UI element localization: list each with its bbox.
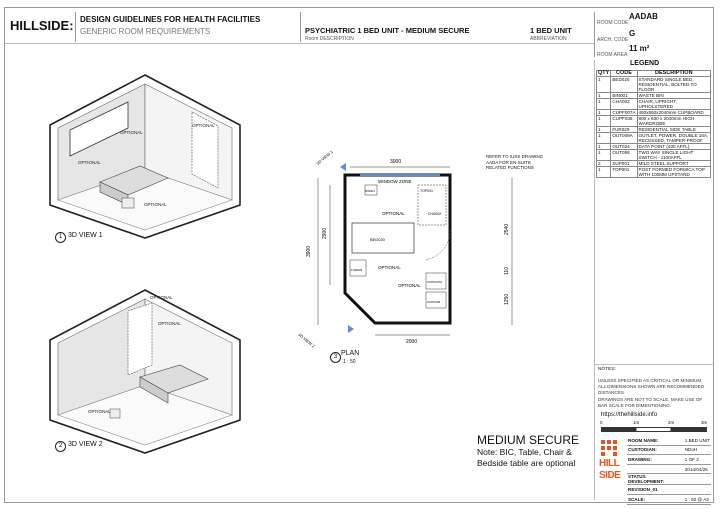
plan-optional-b: OPTIONAL [378,265,401,270]
dim-top: 3000 [390,159,402,165]
logo-line-1: HILL [599,458,620,469]
3d-view-1-optional-d: OPTIONAL [144,202,167,207]
title-block-value: 1 BED UNIT [684,436,711,445]
3d-view-1-optional-b: OPTIONAL [192,123,215,128]
room-area-label: ROOM AREA [597,52,628,58]
legend-code: BIN001 [611,93,637,99]
view-marker-1-arrow [340,163,346,171]
plan-fur-label: FUR029 [351,268,363,272]
plan-top-label: TOP001 [420,189,433,193]
legend-row [597,110,711,116]
title-block-label [627,464,684,474]
title-block-row [627,436,711,445]
legend-description: TWO WAY SINGLE LIGHT SWITCH - 1100AFFL [637,150,710,161]
legend-description: RESIDENTIAL SIDE TABLE [637,127,710,133]
plan-number: 3 [330,352,341,363]
3d-view-2-table [110,409,120,418]
legend-qty: 2 [597,161,611,167]
legend-code: CUPF007A [612,110,636,115]
title-block-value: 2014/04/25 [684,464,711,474]
plan-reference-note: REFER TO IUSS DRAWING AADA FOR EN-SUITE RELATED FUNCTIONS [486,154,544,170]
plan-bed-label: BED020 [370,237,385,242]
title-block-label: CUSTODIAN: [627,445,684,455]
security-note-2: Bedside table are optional [477,458,576,468]
legend-qty: 1 [597,167,611,178]
view-marker-2: 3D VIEW 2 [297,331,316,349]
legend-code: FUR029 [611,127,637,133]
dim-right-a: 2540 [504,223,510,235]
logo-line-2: SIDE [599,470,621,481]
3d-view-1-table [122,198,134,208]
legend-row [597,150,711,161]
room-code: AADAB [629,12,658,21]
legend-row [597,116,711,127]
title-block-value [684,474,711,485]
title-block-row [627,464,711,474]
3d-view-2-label: 3D VIEW 2 [68,441,103,448]
plan-optional-a: OPTIONAL [382,211,405,216]
legend-qty: 1 [597,144,611,150]
legend-qty: 1 [597,93,611,99]
bar-scale-tick-1: 1m [633,420,640,425]
title-block-row [627,445,711,455]
plan-optional-c: OPTIONAL [398,283,421,288]
bar-scale [601,427,707,432]
plan-cha-label: CHA002 [428,212,442,216]
plan-window-zone: WINDOW ZONE [378,179,412,184]
legend-qty: 1 [597,110,611,116]
header-divider-3 [594,12,595,57]
legend-qty: 1 [597,150,611,161]
dim-bottom: 2000 [406,339,418,345]
3d-view-1-optional-a: OPTIONAL [120,130,143,135]
notes-rule [594,364,714,365]
plan-cupf7-label: CUPF007A [427,280,443,284]
legend-col-description: DESCRIPTION [637,71,710,77]
legend-description: POST FORMED FORMICA TOP WITH 100MM UPSTAND [637,167,710,178]
title-block-row [627,494,711,504]
title-block-row [627,485,711,495]
notes-url[interactable]: https://thehillside.info [601,412,658,418]
3d-view-1-optional-c: OPTIONAL [78,160,101,165]
legend-description: STANDARD SINGLE BED, RESIDENTIAL, BOLTED TO FLOOR [637,77,710,93]
plan-drawing [290,145,530,365]
dim-left-outer: 3900 [306,245,312,257]
security-title: MEDIUM SECURE [477,433,580,447]
plan-bin-label: BIN001 [365,189,376,193]
room-title: PSYCHIATRIC 1 BED UNIT - MEDIUM SECURE [305,26,470,35]
brand-title: HILLSIDE: [10,18,74,33]
right-panel-divider [594,60,595,500]
legend-qty: 1 [597,116,611,127]
legend-title: LEGEND [630,60,660,67]
plan-label: PLAN [341,350,360,357]
legend-code: OUT058 [611,150,637,161]
title-block-label: DRAWING: [627,455,684,465]
title-block-value: NDoH [684,445,711,455]
3d-view-2-optional-b: OPTIONAL [158,321,181,326]
legend-col-qty: QTY [598,70,610,76]
legend-row [597,99,711,110]
legend-description: 450x560x2040mm CUPBOARD [637,110,710,116]
arch-code: G [629,29,636,38]
legend-table [596,70,711,178]
title-block-label: ROOM NAME: [627,436,684,445]
3d-view-2-drawing [40,285,250,455]
legend-row [597,127,711,133]
guide-subtitle: GENERIC ROOM REQUIREMENTS [80,27,211,36]
title-block-value [684,485,711,495]
legend-code: BED020 [611,77,637,93]
3d-view-1-number: 1 [55,232,66,243]
room-area: 11 m² [629,44,650,53]
legend-description: CHAIR, UPRIGHT, UPHOLSTERED [637,99,710,110]
legend-code: TOP001 [611,167,637,178]
title-block-label: REVISION_01 [627,485,684,495]
plan-door-swing [425,230,450,260]
3d-view-2-optional-a: OPTIONAL [150,295,173,300]
legend-code: CHA002 [611,99,637,110]
security-note-1: Note: BIC, Table, Chair & [477,447,572,457]
plan-cupf36-label: CUPF036 [427,300,441,304]
legend-code: OUT009A [611,133,637,144]
header-divider-2 [300,12,301,42]
legend-description: MILD STEEL SUPPORT [637,161,710,167]
title-block-row [627,474,711,485]
title-block-table [627,436,711,505]
bar-scale-tick-2: 2m [668,420,675,425]
title-block-row [627,455,711,465]
title-block-label: STATUS DEVELOPMENT: [627,474,684,485]
header-divider [75,12,76,42]
notes-line-1: UNLESS SPECIFIED AS CRITICAL OR MINIMUM, ALL DIMENSIONS SHOWN ARE RECOMMENDED DISTANCES. [598,378,705,395]
view-marker-1: 3D VIEW 1 [315,149,334,166]
dim-left-inner: 2900 [322,227,328,239]
abbreviation-caption: ABBREVIATION [530,36,567,42]
3d-view-1-label: 3D VIEW 1 [68,232,103,239]
guide-title: DESIGN GUIDELINES FOR HEALTH FACILITIES [80,15,261,24]
legend-qty: 1 [597,77,611,93]
legend-row [597,77,711,93]
legend-code: SUP001 [611,161,637,167]
bar-scale-tick-3: 3m [701,420,708,425]
legend-qty: 1 [597,99,611,110]
3d-view-2-optional-c: OPTIONAL [88,409,111,414]
legend-qty: 1 [597,127,611,133]
room-code-label: ROOM CODE [597,20,629,26]
legend-code: OUT024 [611,144,637,150]
abbreviation: 1 BED UNIT [530,26,572,35]
notes-title: NOTES: [598,367,616,372]
3d-view-2-number: 2 [55,441,66,452]
dim-right-b: 110 [504,267,510,275]
notes-line-2: DRAWINGS ARE NOT TO SCALE, MAKE USE OF BAR SCALE FOR DIMENTIONING. [598,397,703,408]
3d-view-2-wardrobe [128,303,152,375]
legend-description: DATA POINT (400 AFFL) [637,144,710,150]
title-block-label: SCALE: [627,494,684,504]
legend-row [597,167,711,178]
plan-scale: 1 : 50 [343,359,356,365]
dim-right-c: 1250 [504,293,510,305]
arch-code-label: ARCH. CODE [597,37,629,43]
legend-description: WASTE BIN [637,93,710,99]
legend-row [597,133,711,144]
legend-description: OUTLET, POWER, DOUBLE 16A, RECESSED, TAMPER-PROOF [637,133,710,144]
legend-description: 800 x 600 x 2040mm HIGH WARDROBE [637,116,710,127]
title-block-value: 1 : 50 @ A3 [684,494,711,504]
bar-scale-tick-0: 0 [600,420,603,425]
header-bottom-rule [4,43,594,44]
legend-col-code: CODE [611,71,637,77]
view-marker-2-arrow [348,325,354,333]
legend-code: CUPF036 [611,116,637,127]
legend-qty: 1 [597,133,611,144]
room-title-caption: Room DESCRIPTION [305,36,354,42]
title-block-value: 1 OF 2 [684,455,711,465]
3d-view-1-drawing [40,70,250,240]
